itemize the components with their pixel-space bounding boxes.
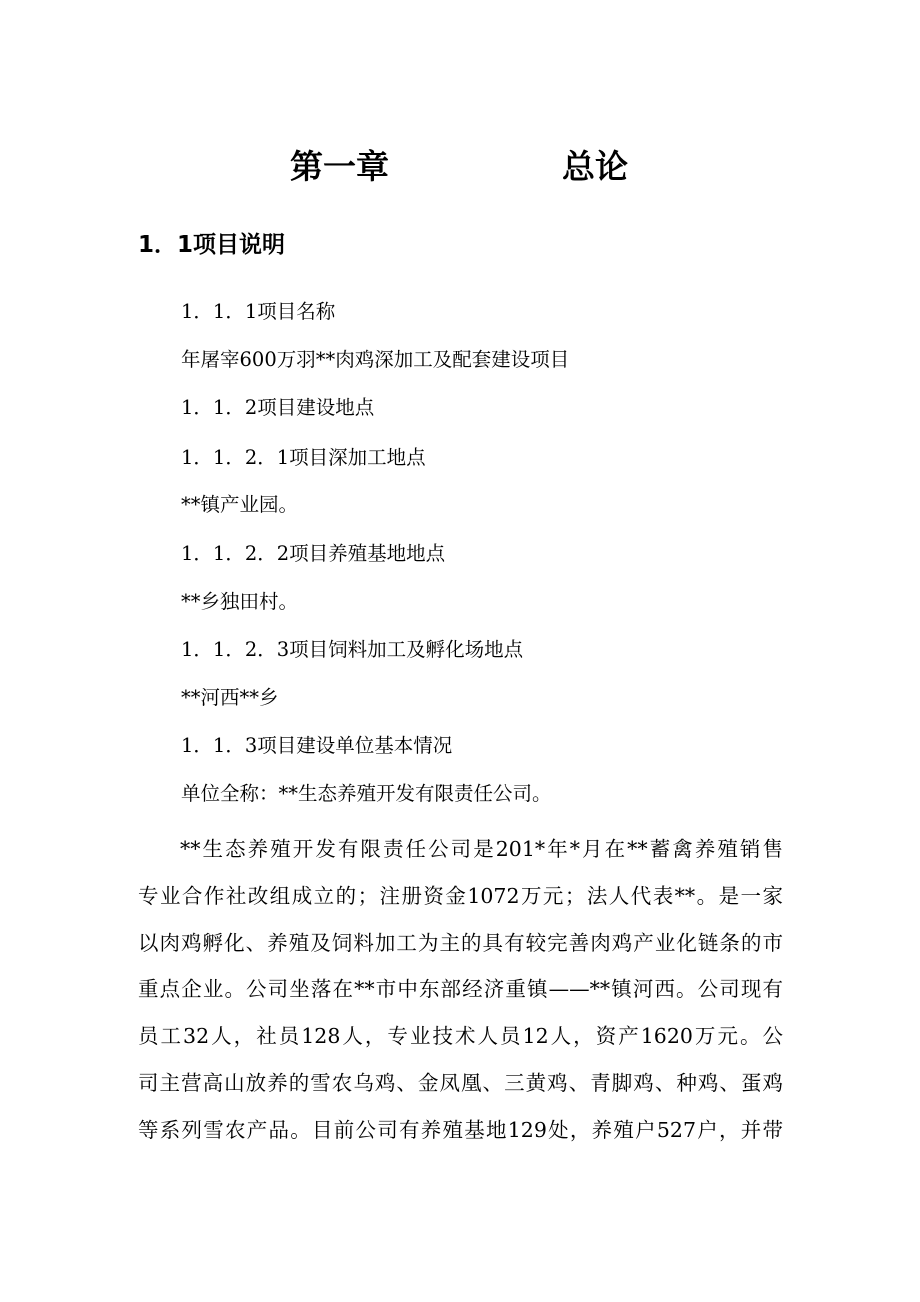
paragraph-line: 等系列雪农产品。目前公司有养殖基地129处，养殖户527户，并带 xyxy=(138,1117,783,1142)
processing-site-text: **镇产业园。 xyxy=(181,493,299,516)
paragraph-line: 专业合作社改组成立的；注册资金1072万元；法人代表**。是一家 xyxy=(138,883,783,908)
paragraph-line: 司主营高山放养的雪农乌鸡、金凤凰、三黄鸡、青脚鸡、种鸡、蛋鸡 xyxy=(138,1070,783,1095)
section-heading: 1．1项目说明 xyxy=(138,232,286,258)
chapter-name: 总论 xyxy=(562,147,628,186)
subsection-heading-project-name: 1．1．1项目名称 xyxy=(181,300,336,323)
subsection-heading-breeding-base: 1．1．2．2项目养殖基地地点 xyxy=(181,542,446,565)
paragraph-line: 重点企业。公司坐落在**市中东部经济重镇——**镇河西。公司现有 xyxy=(138,977,783,1002)
chapter-number: 第一章 xyxy=(290,147,389,186)
paragraph-line: 员工32人，社员128人，专业技术人员12人，资产1620万元。公 xyxy=(138,1024,783,1049)
subsection-heading-company-info: 1．1．3项目建设单位基本情况 xyxy=(181,734,453,757)
project-name-text: 年屠宰600万羽**肉鸡深加工及配套建设项目 xyxy=(181,348,570,371)
company-full-name: 单位全称：**生态养殖开发有限责任公司。 xyxy=(181,782,552,805)
breeding-base-text: **乡独田村。 xyxy=(181,590,299,613)
company-description-paragraph xyxy=(138,826,783,1154)
subsection-heading-feed-hatchery: 1．1．2．3项目饲料加工及孵化场地点 xyxy=(181,638,524,661)
subsection-heading-location: 1．1．2项目建设地点 xyxy=(181,396,375,419)
paragraph-line: **生态养殖开发有限责任公司是201*年*月在**蓄禽养殖销售 xyxy=(180,837,783,861)
paragraph-line: 以肉鸡孵化、养殖及饲料加工为主的具有较完善肉鸡产业化链条的市 xyxy=(138,930,783,955)
chapter-title xyxy=(0,142,920,192)
feed-hatchery-text: **河西**乡 xyxy=(181,686,279,709)
subsection-heading-processing-site: 1．1．2．1项目深加工地点 xyxy=(181,446,426,469)
